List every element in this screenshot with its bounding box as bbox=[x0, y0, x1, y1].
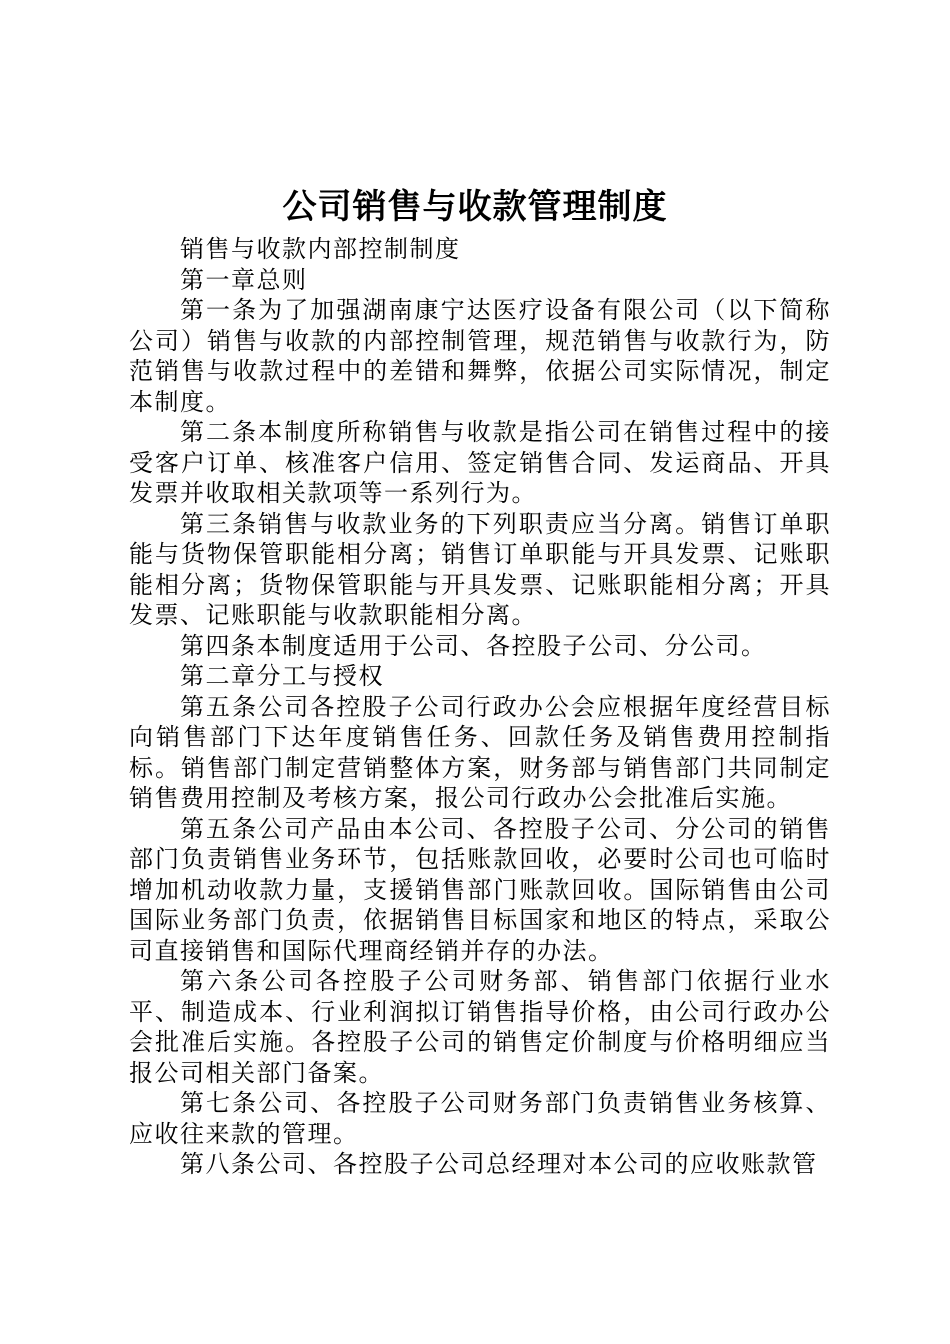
article-paragraph: 第五条公司产品由本公司、各控股子公司、分公司的销售部门负责销售业务环节，包括账款回收，必要时公司也可临时增加机动收款力量，支援销售部门账款回收。国际销售由公司国际业务部门负责，依据销售目标国家和地区的特点，采取公司直接销售和国际代理商经销并存的办法。 bbox=[129, 814, 831, 965]
article-paragraph: 第八条公司、各控股子公司总经理对本公司的应收账款管 bbox=[180, 1150, 818, 1178]
article-paragraph: 第五条公司各控股子公司行政办公会应根据年度经营目标向销售部门下达年度销售任务、回款任务及销售费用控制指标。销售部门制定营销整体方案，财务部与销售部门共同制定销售费用控制及考核方案，报公司行政办公会批准后实施。 bbox=[129, 692, 831, 812]
article-paragraph: 第四条本制度适用于公司、各控股子公司、分公司。 bbox=[180, 631, 767, 660]
chapter-heading: 第二章分工与授权 bbox=[180, 662, 384, 690]
article-paragraph: 第二条本制度所称销售与收款是指公司在销售过程中的接受客户订单、核准客户信用、签定销售合同、发运商品、开具发票并收取相关款项等一系列行为。 bbox=[129, 418, 831, 507]
document-body bbox=[129, 234, 831, 1180]
article-paragraph: 第三条销售与收款业务的下列职责应当分离。销售订单职能与货物保管职能相分离；销售订单职能与开具发票、记账职能相分离；货物保管职能与开具发票、记账职能相分离；开具发票、记账职能与收款职能相分离。 bbox=[129, 509, 831, 629]
chapter-heading: 第一章总则 bbox=[180, 265, 308, 294]
article-paragraph: 第六条公司各控股子公司财务部、销售部门依据行业水平、制造成本、行业利润拟订销售指导价格，由公司行政办公会批准后实施。各控股子公司的销售定价制度与价格明细应当报公司相关部门备案。 bbox=[129, 967, 831, 1087]
document-title: 公司销售与收款管理制度 bbox=[282, 187, 668, 227]
subtitle-paragraph: 销售与收款内部控制制度 bbox=[180, 235, 461, 263]
article-paragraph: 第一条为了加强湖南康宁达医疗设备有限公司（以下简称公司）销售与收款的内部控制管理，规范销售与收款行为，防范销售与收款过程中的差错和舞弊，依据公司实际情况，制定本制度。 bbox=[129, 296, 831, 416]
article-paragraph: 第七条公司、各控股子公司财务部门负责销售业务核算、应收往来款的管理。 bbox=[129, 1089, 831, 1148]
